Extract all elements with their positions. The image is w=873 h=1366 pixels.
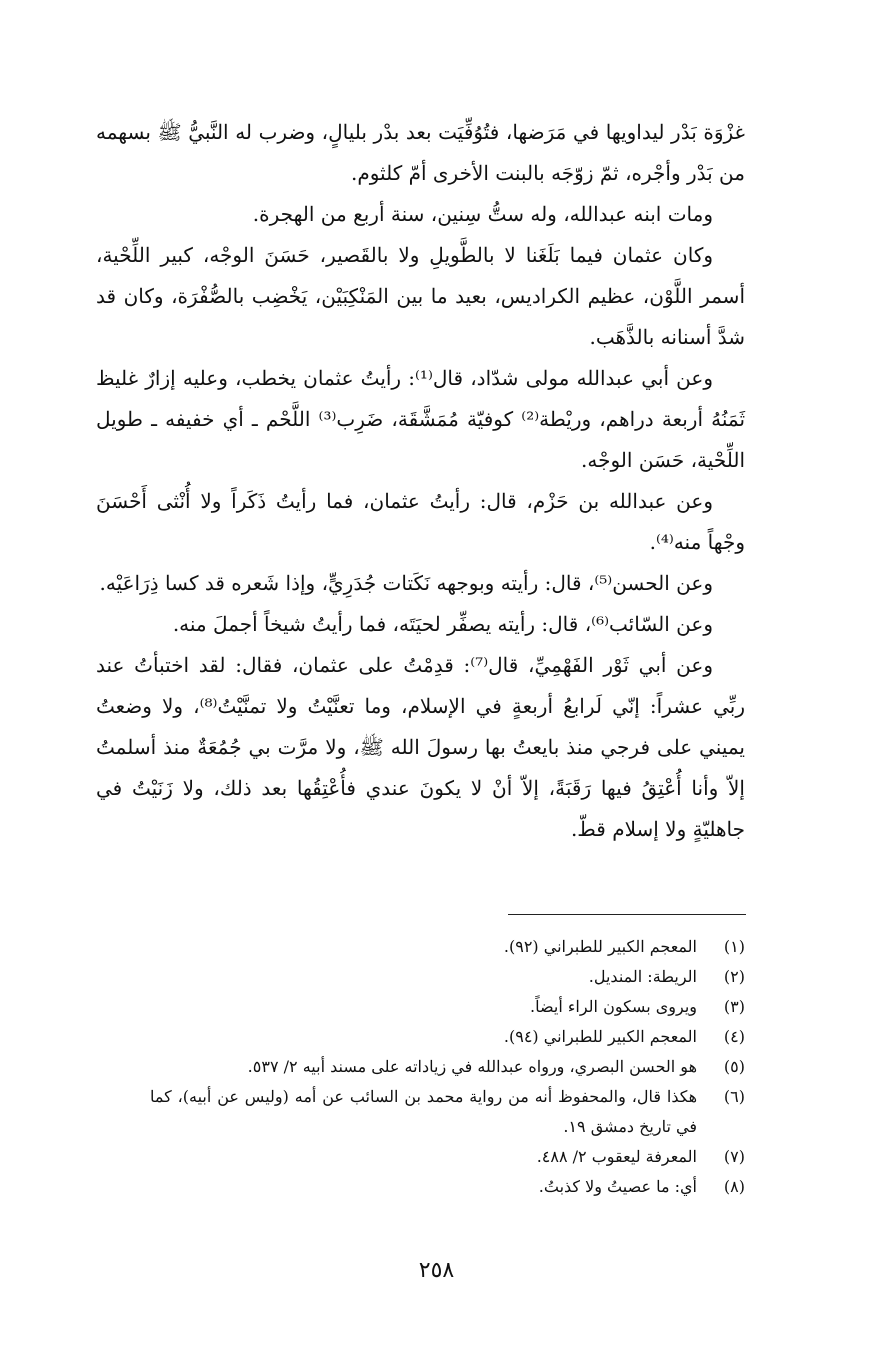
paragraph: وعن الحسن⁽⁵⁾، قال: رأيته وبوجهه نَكَتات جُدَرِيٍّ، وإذا شَعره قد كسا ذِرَاعَيْه. bbox=[99, 571, 713, 595]
footnote-divider bbox=[508, 914, 746, 915]
page-number: ٢٥٨ bbox=[418, 1258, 455, 1283]
main-text bbox=[96, 112, 745, 850]
footnote bbox=[150, 932, 745, 962]
paragraph: وعن أبي ثَوْر الفَهْمِيِّ، قال⁽⁷⁾: قدِمْتُ على عثمان، فقال: لقد اختبأتُ عند ربِّي عشراً: إنّي لَرابعُ أربعةٍ في الإسلام، وما تعنَّيْتُ ولا تمنَّيْتُ⁽⁸⁾، ولا وضعتُ يميني على فرجي منذ بايعتُ بها رسولَ الله ﷺ، ولا مرَّت بي جُمُعَةٌ منذ أسلمتُ إلاّ وأنا أُعْتِقُ فيها رَقَبَةً، إلاّ أنْ لا يكونَ عندي فأُعْتِقُها بعد ذلك، ولا زَنَيْتُ في جاهليّةٍ ولا إسلام قطّ. bbox=[96, 653, 745, 841]
footnote-number: (٥) bbox=[723, 1057, 745, 1076]
footnote-number: (١) bbox=[723, 937, 745, 956]
footnotes bbox=[150, 932, 745, 1202]
footnote bbox=[150, 1022, 745, 1052]
footnote-text: الريطة: المنديل. bbox=[588, 967, 697, 986]
footnote-number: (٢) bbox=[723, 967, 745, 986]
footnote bbox=[150, 1082, 745, 1142]
footnote-number: (٨) bbox=[723, 1177, 745, 1196]
paragraph: وعن أبي عبدالله مولى شدّاد، قال⁽¹⁾: رأيتُ عثمان يخطب، وعليه إزارٌ غليظ ثَمَنُهُ أربعة دراهم، وريْطة⁽²⁾ كوفيّة مُمَشَّقَة، ضَرِب⁽³⁾ اللَّحْم ـ أي خفيفه ـ طويل اللِّحْية، حَسَن الوجْه. bbox=[96, 366, 746, 472]
footnote bbox=[150, 1172, 745, 1202]
paragraph: وعن عبدالله بن حَزْم، قال: رأيتُ عثمان، فما رأيتُ ذَكَراً ولا أُنْثى أَحْسَنَ وجْهاً منه⁽⁴⁾. bbox=[96, 489, 745, 554]
footnote-text: هكذا قال، والمحفوظ أنه من رواية محمد بن السائب عن أمه (وليس عن أبيه)، كما في تاريخ دمشق ١٩. bbox=[150, 1087, 697, 1136]
paragraph: وعن السّائب⁽⁶⁾، قال: رأيته يصفِّر لحيَتَه، فما رأيتُ شيخاً أجملَ منه. bbox=[172, 612, 713, 636]
footnote-number: (٤) bbox=[723, 1027, 745, 1046]
footnote-text: هو الحسن البصري، ورواه عبدالله في زياداته على مسند أبيه ٢/ ٥٣٧. bbox=[247, 1057, 697, 1076]
footnote bbox=[150, 1052, 745, 1082]
footnote-number: (٣) bbox=[723, 997, 745, 1016]
footnote bbox=[150, 1142, 745, 1172]
footnote-text: أي: ما عصيتُ ولا كذبتُ. bbox=[538, 1177, 697, 1196]
paragraph: وكان عثمان فيما بَلَغَنا لا بالطَّويلِ ولا بالقَصير، حَسَنَ الوجْه، كبير اللِّحْية، أسمر اللَّوْن، عظيم الكراديس، بعيد ما بين المَنْكِبَيْن، يَخْضِب بالصُّفْرَة، وكان قد شدَّ أسنانه بالذَّهَب. bbox=[96, 243, 745, 349]
footnote-text: ويروى بسكون الراء أيضاً. bbox=[530, 997, 697, 1016]
footnote-number: (٧) bbox=[723, 1147, 745, 1166]
footnote-text: المعجم الكبير للطبراني (٩٢). bbox=[503, 937, 697, 956]
footnote-text: المعرفة ليعقوب ٢/ ٤٨٨. bbox=[536, 1147, 697, 1166]
paragraph: غزْوَة بَدْر ليداويها في مَرَضها، فتُوُفِّيَت بعد بدْر بليالٍ، وضرب له النَّبيُّ ﷺ بسهمه من بَدْر وأجْره، ثمّ زوّجَه بالبنت الأخرى أمّ كلثوم. bbox=[96, 120, 745, 185]
paragraph: ومات ابنه عبدالله، وله ستُّ سِنين، سنة أربع من الهجرة. bbox=[252, 202, 713, 226]
footnote bbox=[150, 962, 745, 992]
footnote bbox=[150, 992, 745, 1022]
footnote-text: المعجم الكبير للطبراني (٩٤). bbox=[503, 1027, 697, 1046]
footnote-number: (٦) bbox=[723, 1087, 745, 1106]
